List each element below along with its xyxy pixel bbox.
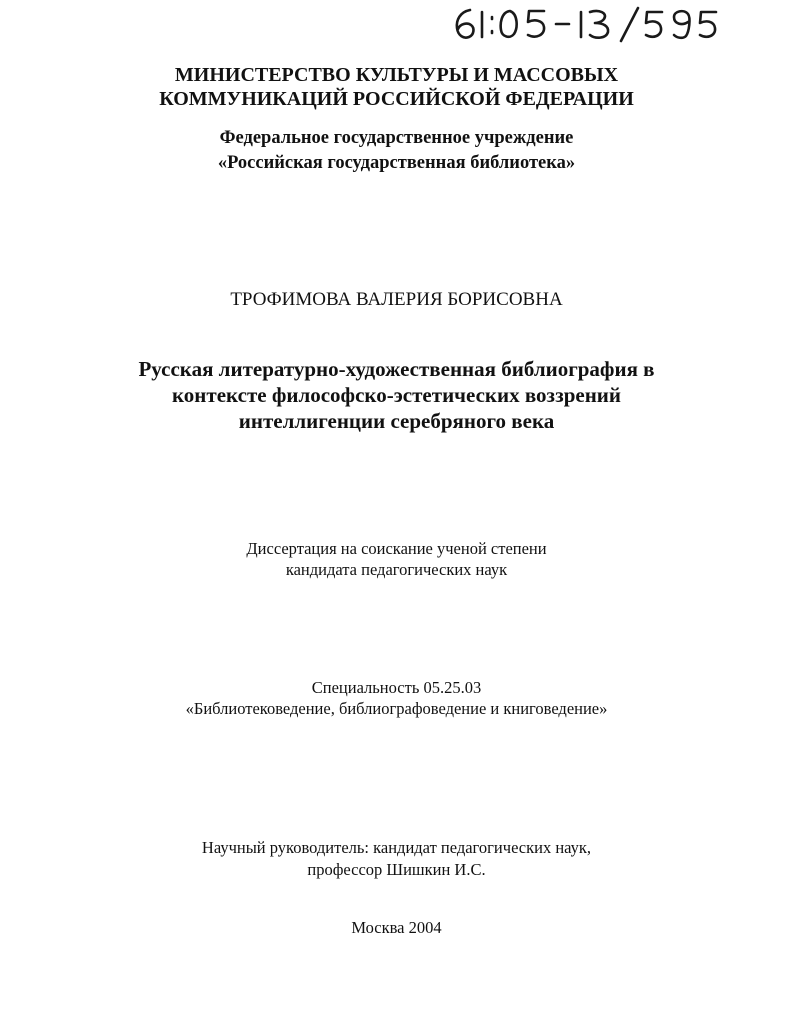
- advisor-line-2: профессор Шишкин И.С.: [307, 860, 486, 879]
- speciality-code: Специальность 05.25.03: [311, 678, 482, 697]
- speciality-name: «Библиотековедение, библиографоведение и книговедение»: [185, 699, 608, 718]
- dissertation-title: [0, 356, 793, 434]
- title-line-3: интеллигенции серебряного века: [238, 409, 555, 433]
- city-year: Москва 2004: [351, 918, 442, 937]
- advisor-line-1: Научный руководитель: кандидат педагогических наук,: [201, 838, 592, 857]
- degree-line-2: кандидата педагогических наук: [285, 560, 508, 579]
- institution-line-2: «Российская государственная библиотека»: [217, 153, 576, 173]
- title-line-1: Русская литературно-художественная библиография в: [138, 357, 655, 381]
- institution-line-1: Федеральное государственное учреждение: [219, 128, 574, 148]
- author-name-text: ТРОФИМОВА ВАЛЕРИЯ БОРИСОВНА: [230, 289, 563, 310]
- place-and-year: [0, 917, 793, 938]
- handwritten-archive-number: [448, 4, 728, 44]
- ministry-heading: [0, 63, 793, 111]
- degree-statement: [0, 538, 793, 580]
- advisor-block: [0, 837, 793, 881]
- institution-heading: [0, 126, 793, 176]
- author-name: [0, 288, 793, 312]
- ministry-line-2: КОММУНИКАЦИЙ РОССИЙСКОЙ ФЕДЕРАЦИИ: [159, 88, 634, 110]
- speciality-block: [0, 677, 793, 719]
- title-line-2: контексте философско-эстетических воззрений: [171, 383, 621, 407]
- archive-stamp: [448, 4, 728, 44]
- degree-line-1: Диссертация на соискание ученой степени: [246, 539, 547, 558]
- ministry-line-1: МИНИСТЕРСТВО КУЛЬТУРЫ И МАССОВЫХ: [174, 64, 619, 86]
